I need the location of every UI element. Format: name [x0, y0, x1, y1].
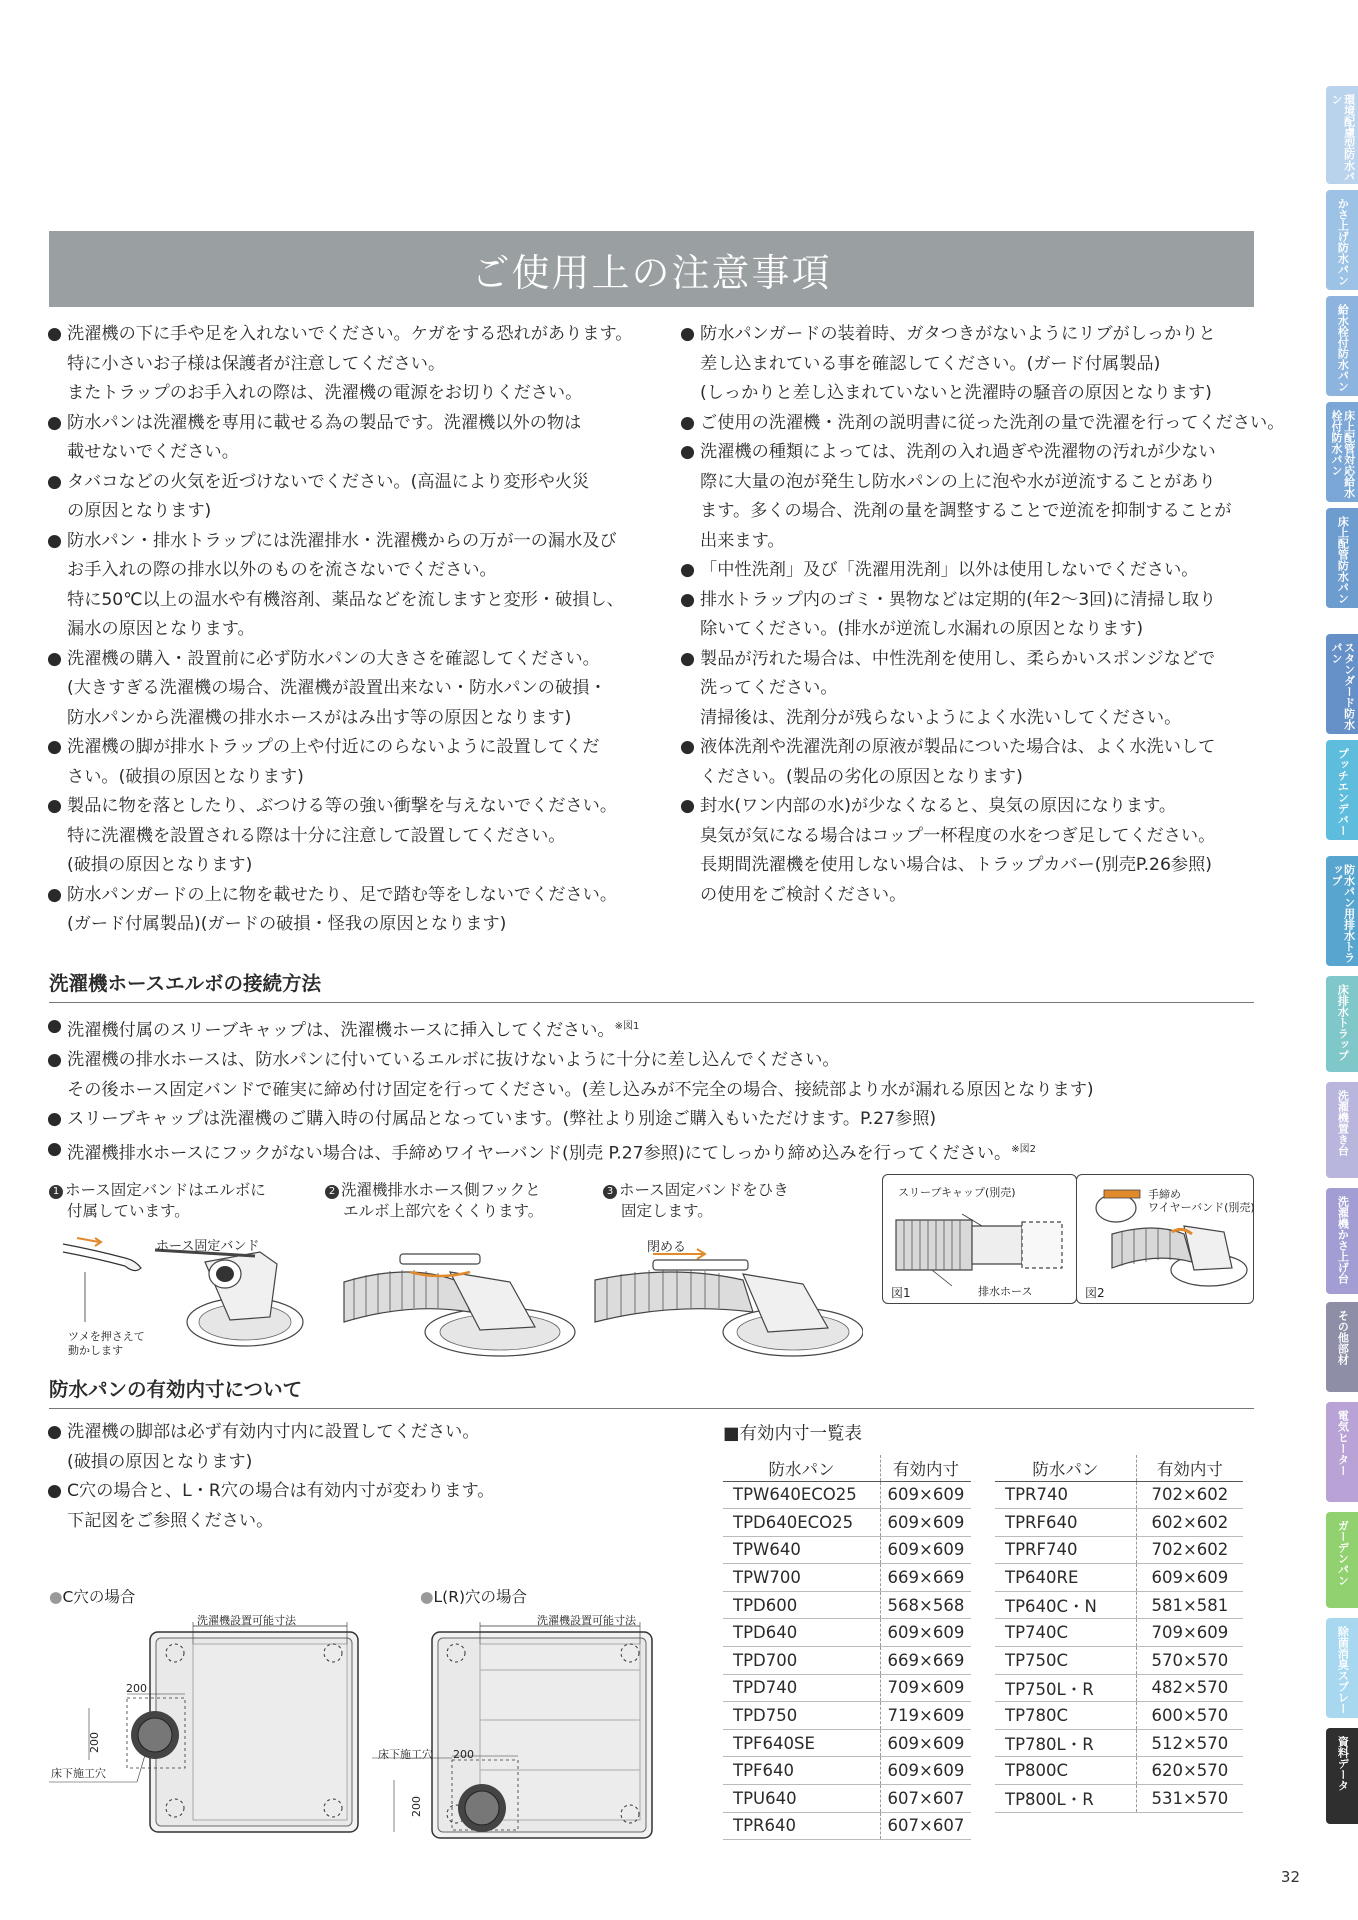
size-cell: 609×609 — [880, 1619, 971, 1647]
inner-note-line: C穴の場合と、L・R穴の場合は有効内寸が変わります。 — [67, 1481, 495, 1501]
table-row — [995, 1481, 1243, 1509]
inner-note-line: 下記図をご参照ください。 — [67, 1510, 274, 1531]
caution-right-line: 清掃後は、洗剤分が残らないようによく水洗いしてください。 — [700, 707, 1182, 728]
caution-right-line: 排水トラップ内のゴミ・異物などは定期的(年2〜3回)に清掃し取り — [700, 589, 1217, 610]
caution-left-line: の原因となります) — [67, 501, 212, 521]
step-3-line-1: ホース固定バンドをひき — [619, 1181, 789, 1199]
page-title: ご使用上の注意事項 — [471, 250, 832, 295]
caution-left-item — [47, 468, 642, 527]
hose-instruction-line — [67, 1012, 1277, 1046]
caution-left-line: お手入れの際の排水以外のものを流さないでください。 — [67, 560, 497, 580]
table-row — [723, 1591, 971, 1619]
close-label: 閉める — [647, 1240, 687, 1255]
hose-instruction-text: 洗濯機付属のスリーブキャップは、洗濯機ホースに挿入してください。 — [67, 1020, 615, 1041]
model-cell: TPRF740 — [995, 1536, 1136, 1564]
bullet-dot: ● — [47, 796, 62, 816]
figure-2-wire-label-2: ワイヤーバンド(別売) — [1148, 1201, 1255, 1214]
hose-instruction-line — [67, 1135, 1277, 1169]
caution-left-line: 防水パン・排水トラップには洗濯排水・洗濯機からの万が一の漏水及び — [67, 530, 617, 551]
table-row — [995, 1536, 1243, 1564]
figure-note: ※図2 — [1011, 1143, 1036, 1155]
hose-instruction-line: その後ホース固定バンドで確実に締め付け固定を行ってください。(差し込みが不完全の場合、接続部より水が漏れる原因となります) — [67, 1079, 1094, 1100]
table-row — [995, 1509, 1243, 1537]
step-3-illustration — [593, 1240, 863, 1358]
side-tab-item: その他部材 — [1326, 1302, 1358, 1392]
step-1-line-1: ホース固定バンドはエルボに — [65, 1181, 266, 1199]
model-cell: TPF640 — [723, 1757, 880, 1785]
caution-left-line: 漏水の原因となります。 — [67, 619, 255, 639]
caution-left-line: (大きすぎる洗濯機の場合、洗濯機が設置出来ない・防水パンの破損・ — [67, 678, 607, 698]
push-label-2: 動かします — [68, 1344, 123, 1357]
size-cell: 600×570 — [1136, 1702, 1243, 1730]
caution-right-item — [680, 792, 1265, 910]
side-tab-item: ガーデンパン — [1326, 1512, 1358, 1608]
step-number: 1 — [49, 1185, 63, 1199]
diagram-lr-title-text: L(R)穴の場合 — [433, 1588, 528, 1606]
diagram-lr-dim-2: 200 — [410, 1796, 423, 1817]
model-cell: TPR740 — [995, 1481, 1136, 1509]
size-cell: 709×609 — [880, 1674, 971, 1702]
table-row — [723, 1509, 971, 1537]
figure-2-label: 図2 — [1085, 1286, 1105, 1300]
model-cell: TPU640 — [723, 1785, 880, 1813]
table-row — [723, 1757, 971, 1785]
bullet-dot: ● — [47, 1481, 62, 1501]
table-row — [723, 1729, 971, 1757]
bullet-dot: ● — [680, 560, 695, 580]
bullet-dot: ● — [47, 1422, 62, 1442]
model-cell: TPD700 — [723, 1647, 880, 1675]
bullet-dot: ● — [47, 471, 62, 492]
bullet-dot: ● — [680, 442, 695, 462]
model-cell: TP800L・R — [995, 1785, 1136, 1813]
hose-instruction-line: 洗濯機の排水ホースは、防水パンに付いているエルボに抜けないように十分に差し込んでください。 — [67, 1050, 840, 1071]
bullet-dot: ● — [680, 412, 695, 433]
caution-right-item — [680, 409, 1285, 439]
caution-right-line: 洗ってください。 — [700, 678, 838, 698]
caution-left-line: 載せないでください。 — [67, 442, 239, 462]
model-cell: TPRF640 — [995, 1509, 1136, 1537]
step-2-line-2: エルボ上部穴をくくります。 — [343, 1202, 544, 1220]
caution-left-line: 特に小さいお子様は保護者が注意してください。 — [67, 353, 446, 374]
diagram-c-dim-1: 200 — [126, 1682, 147, 1695]
band-label: ホース固定バンド — [156, 1239, 260, 1254]
hose-instruction-item — [47, 1046, 1277, 1105]
bullet-dot: ● — [47, 884, 62, 905]
table-row — [723, 1536, 971, 1564]
side-tab-item: かさ上げ防水パン — [1326, 190, 1358, 290]
model-cell: TPF640SE — [723, 1729, 880, 1757]
caution-left-line: 防水パンは洗濯機を専用に載せる為の製品です。洗濯機以外の物は — [67, 412, 582, 433]
side-tab-item: スタンダード防水パン — [1326, 634, 1358, 734]
figure-1-hose-label: 排水ホース — [978, 1285, 1033, 1298]
size-cell: 609×609 — [880, 1481, 971, 1509]
caution-right-line: 防水パンガードの装着時、ガタつきがないようにリブがしっかりと — [700, 324, 1216, 344]
caution-right-item — [680, 438, 1265, 556]
diagram-c-title — [49, 1585, 135, 1607]
table-row — [723, 1619, 971, 1647]
bullet-dot: ● — [680, 737, 695, 757]
caution-right-line: 液体洗剤や洗濯洗剤の原液が製品についた場合は、よく水洗いして — [700, 737, 1216, 757]
diagram-lr-dim-1: 200 — [453, 1748, 474, 1761]
table-row — [723, 1812, 971, 1840]
diagram-lr-title — [420, 1585, 527, 1607]
step-number: 3 — [603, 1185, 617, 1199]
figure-1-label: 図1 — [891, 1286, 911, 1300]
size-table-left — [723, 1455, 971, 1840]
caution-right-item — [680, 556, 1265, 586]
caution-right-item — [680, 645, 1265, 734]
bullet-dot: ● — [47, 737, 62, 757]
size-cell: 607×607 — [880, 1785, 971, 1813]
caution-right-line: 際に大量の泡が発生し防水パンの上に泡や水が逆流することがあり — [700, 471, 1216, 492]
step-2-illustration — [340, 1232, 590, 1357]
table-row — [995, 1647, 1243, 1675]
caution-right-line: の使用をご検討ください。 — [700, 884, 907, 905]
caution-left-line: 製品に物を落としたり、ぶつける等の強い衝撃を与えないでください。 — [67, 796, 618, 816]
caution-right-line: 封水(ワン内部の水)が少なくなると、臭気の原因になります。 — [700, 796, 1177, 816]
size-cell: 609×609 — [880, 1536, 971, 1564]
bullet-dot: ● — [47, 324, 62, 344]
caution-left-line: 特に50℃以上の温水や有機溶剤、薬品などを流しますと変形・破損し、 — [67, 589, 624, 610]
table-row — [723, 1674, 971, 1702]
step-number: 2 — [325, 1185, 339, 1199]
caution-right-line: ます。多くの場合、洗剤の量を調整することで逆流を抑制することが — [700, 501, 1232, 521]
bullet-dot: ● — [680, 324, 695, 344]
inner-note-line: 洗濯機の脚部は必ず有効内寸内に設置してください。 — [67, 1422, 480, 1442]
bullet-dot: ● — [47, 1138, 62, 1159]
size-cell: 719×609 — [880, 1702, 971, 1730]
size-cell: 568×568 — [880, 1591, 971, 1619]
caution-right-line: 長期間洗濯機を使用しない場合は、トラップカバー(別売P.26参照) — [700, 855, 1212, 875]
caution-left-line: タバコなどの火気を近づけないでください。(高温により変形や火災 — [67, 471, 590, 492]
size-cell: 602×602 — [1136, 1509, 1243, 1537]
caution-left-item — [47, 320, 642, 409]
step-3 — [603, 1180, 789, 1222]
diagram-c — [45, 1610, 365, 1840]
side-tab-item: 資料データ — [1326, 1728, 1358, 1824]
size-cell: 512×570 — [1136, 1729, 1243, 1757]
side-tab-item: 洗濯機かさ上げ台 — [1326, 1188, 1358, 1294]
side-tab-item: 床上配管防水パン — [1326, 508, 1358, 608]
inner-note-line: (破損の原因となります) — [67, 1451, 253, 1472]
bullet-dot: ● — [47, 1109, 62, 1130]
side-tab-item: 防水パン用排水トラップ — [1326, 856, 1358, 966]
figure-note: ※図1 — [614, 1021, 640, 1032]
step-1-line-2: 付属しています。 — [67, 1202, 190, 1220]
size-table-right — [995, 1455, 1243, 1813]
caution-left-item — [47, 645, 642, 734]
inner-size-notes — [47, 1418, 667, 1536]
caution-right-line: 差し込まれている事を確認してください。(ガード付属製品) — [700, 353, 1161, 374]
caution-right-item — [680, 733, 1265, 792]
caution-left-line: さい。(破損の原因となります) — [67, 766, 304, 787]
caution-left-line: 洗濯機の脚が排水トラップの上や付近にのらないように設置してくだ — [67, 737, 600, 757]
size-cell: 609×609 — [1136, 1564, 1243, 1592]
side-tab-item: プッチエンデバー — [1326, 740, 1358, 840]
side-tab-item: 環境配慮型防水パン — [1326, 86, 1358, 184]
size-cell: 531×570 — [1136, 1785, 1243, 1813]
table-row — [723, 1785, 971, 1813]
caution-right-line: 除いてください。(排水が逆流し水漏れの原因となります) — [700, 619, 1144, 639]
size-cell: 620×570 — [1136, 1757, 1243, 1785]
side-tab-item: 床排水トラップ — [1326, 976, 1358, 1072]
caution-left-line: 洗濯機の購入・設置前に必ず防水パンの大きさを確認してください。 — [67, 648, 600, 669]
page-header — [49, 231, 1254, 307]
model-cell: TP780L・R — [995, 1729, 1136, 1757]
caution-right-line: 洗濯機の種類によっては、洗剤の入れ過ぎや洗濯物の汚れが少ない — [700, 442, 1216, 462]
caution-right-line: 「中性洗剤」及び「洗濯用洗剤」以外は使用しないでください。 — [700, 560, 1199, 580]
size-cell: 581×581 — [1136, 1591, 1243, 1619]
caution-right-item — [680, 586, 1265, 645]
table-title: ■有効内寸一覧表 — [723, 1424, 863, 1444]
col-header-model: 防水パン — [723, 1455, 880, 1481]
caution-left-item — [47, 527, 642, 645]
model-cell: TPD600 — [723, 1591, 880, 1619]
caution-left-item — [47, 409, 642, 468]
size-cell: 482×570 — [1136, 1674, 1243, 1702]
bullet-dot: ● — [47, 412, 62, 433]
bullet-dot: ● — [47, 1050, 62, 1071]
caution-right-line: 製品が汚れた場合は、中性洗剤を使用し、柔らかいスポンジなどで — [700, 648, 1216, 669]
size-cell: 669×669 — [880, 1647, 971, 1675]
size-cell: 609×609 — [880, 1757, 971, 1785]
hose-instruction-text: 洗濯機排水ホースにフックがない場合は、手締めワイヤーバンド(別売 P.27参照)にてしっかり締め込みを行ってください。 — [67, 1143, 1012, 1164]
inner-note-item — [47, 1477, 667, 1536]
size-cell: 607×607 — [880, 1812, 971, 1840]
bullet-dot: ● — [49, 1588, 63, 1606]
table-row — [723, 1702, 971, 1730]
table-row — [723, 1481, 971, 1509]
diagram-lr-hole-label: 床下施工穴 — [378, 1748, 433, 1761]
model-cell: TPW640 — [723, 1536, 880, 1564]
side-tab-item: 洗濯機置き台 — [1326, 1082, 1358, 1178]
model-cell: TP640C・N — [995, 1591, 1136, 1619]
caution-left-item — [47, 733, 642, 792]
model-cell: TPR640 — [723, 1812, 880, 1840]
caution-right-line: ください。(製品の劣化の原因となります) — [700, 766, 1023, 787]
hose-instruction-line: スリーブキャップは洗濯機のご購入時の付属品となっています。(弊社より別途ご購入もいただけます。P.27参照) — [67, 1109, 937, 1130]
table-row — [995, 1702, 1243, 1730]
hose-section-heading: 洗濯機ホースエルボの接続方法 — [49, 968, 1254, 1003]
bullet-dot: ● — [680, 796, 695, 816]
size-cell: 570×570 — [1136, 1647, 1243, 1675]
model-cell: TP750C — [995, 1647, 1136, 1675]
size-cell: 702×602 — [1136, 1481, 1243, 1509]
caution-left-item — [47, 881, 642, 940]
diagram-c-dim-label: 洗濯機設置可能寸法 — [197, 1614, 296, 1627]
page-number: 32 — [1280, 1868, 1300, 1886]
caution-right-item — [680, 320, 1265, 409]
size-cell: 609×609 — [880, 1729, 971, 1757]
table-row — [995, 1591, 1243, 1619]
figure-1-sleeve-label: スリーブキャップ(別売) — [898, 1186, 1016, 1199]
step-1 — [49, 1180, 266, 1222]
bullet-dot: ● — [47, 530, 62, 551]
bullet-dot: ● — [420, 1588, 434, 1606]
side-tab-item: 除菌消臭スプレー — [1326, 1618, 1358, 1718]
diagram-lr-dim-label: 洗濯機設置可能寸法 — [537, 1614, 636, 1627]
model-cell: TPD740 — [723, 1674, 880, 1702]
caution-right-line: 出来ます。 — [700, 530, 785, 551]
model-cell: TPD640 — [723, 1619, 880, 1647]
hose-instruction-item — [47, 1135, 1277, 1169]
size-cell: 669×669 — [880, 1564, 971, 1592]
inner-size-section-heading: 防水パンの有効内寸について — [49, 1374, 1254, 1409]
side-tab-item: 電気ヒーター — [1326, 1402, 1358, 1502]
diagram-c-dim-2: 200 — [88, 1732, 101, 1753]
caution-left-line: (ガード付属製品)(ガードの破損・怪我の原因となります) — [67, 914, 507, 934]
table-row — [723, 1564, 971, 1592]
col-header-model: 防水パン — [995, 1455, 1136, 1481]
model-cell: TPW640ECO25 — [723, 1481, 880, 1509]
table-row — [995, 1564, 1243, 1592]
caution-list-right — [680, 320, 1285, 910]
bullet-dot: ● — [47, 1016, 62, 1036]
caution-right-line: (しっかりと差し込まれていないと洗濯時の騒音の原因となります) — [700, 383, 1212, 403]
caution-left-line: 防水パンガードの上に物を載せたり、足で踏む等をしないでください。 — [67, 884, 618, 905]
model-cell: TPD750 — [723, 1702, 880, 1730]
model-cell: TP780C — [995, 1702, 1136, 1730]
model-cell: TP800C — [995, 1757, 1136, 1785]
table-row — [995, 1757, 1243, 1785]
diagram-c-title-text: C穴の場合 — [62, 1588, 136, 1606]
table-row — [995, 1619, 1243, 1647]
diagram-c-hole-label: 床下施工穴 — [51, 1767, 106, 1780]
bullet-dot: ● — [680, 648, 695, 669]
hose-instruction-item — [47, 1012, 1277, 1046]
step-2 — [325, 1180, 543, 1222]
size-cell: 709×609 — [1136, 1619, 1243, 1647]
caution-left-line: (破損の原因となります) — [67, 855, 253, 875]
figure-2-wire-label-1: 手締め — [1148, 1188, 1181, 1201]
caution-left-item — [47, 792, 642, 881]
model-cell: TPW700 — [723, 1564, 880, 1592]
model-cell: TP750L・R — [995, 1674, 1136, 1702]
caution-left-line: 洗濯機の下に手や足を入れないでください。ケガをする恐れがあります。 — [67, 324, 633, 344]
table-row — [723, 1647, 971, 1675]
step-2-line-1: 洗濯機排水ホース側フックと — [341, 1181, 541, 1199]
push-label-1: ツメを押さえて — [68, 1330, 145, 1343]
hose-instruction-item — [47, 1105, 1277, 1135]
figure-1-illustration — [892, 1200, 1070, 1290]
size-cell: 702×602 — [1136, 1536, 1243, 1564]
caution-right-line: ご使用の洗濯機・洗剤の説明書に従った洗剤の量で洗濯を行ってください。 — [700, 412, 1285, 433]
caution-right-line: 臭気が気になる場合はコップ一杯程度の水をつぎ足してください。 — [700, 825, 1216, 846]
model-cell: TP740C — [995, 1619, 1136, 1647]
side-tab-item: 床上配管対応給水栓付防水パン — [1326, 402, 1358, 502]
caution-left-line: 防水パンから洗濯機の排水ホースがはみ出す等の原因となります) — [67, 707, 572, 728]
bullet-dot: ● — [680, 589, 695, 610]
col-header-size: 有効内寸 — [1136, 1455, 1243, 1481]
inner-note-item — [47, 1418, 667, 1477]
bullet-dot: ● — [47, 648, 62, 669]
side-tab-item: 給水栓付防水パン — [1326, 296, 1358, 396]
hose-instructions — [47, 1012, 1277, 1169]
model-cell: TPD640ECO25 — [723, 1509, 880, 1537]
table-row — [995, 1785, 1243, 1813]
caution-list-left — [47, 320, 642, 940]
col-header-size: 有効内寸 — [880, 1455, 971, 1481]
table-row — [995, 1674, 1243, 1702]
step-3-line-2: 固定します。 — [621, 1202, 713, 1220]
caution-left-line: 特に洗濯機を設置される際は十分に注意して設置してください。 — [67, 825, 566, 846]
size-cell: 609×609 — [880, 1509, 971, 1537]
table-row — [995, 1729, 1243, 1757]
caution-left-line: またトラップのお手入れの際は、洗濯機の電源をお切りください。 — [67, 383, 583, 403]
model-cell: TP640RE — [995, 1564, 1136, 1592]
